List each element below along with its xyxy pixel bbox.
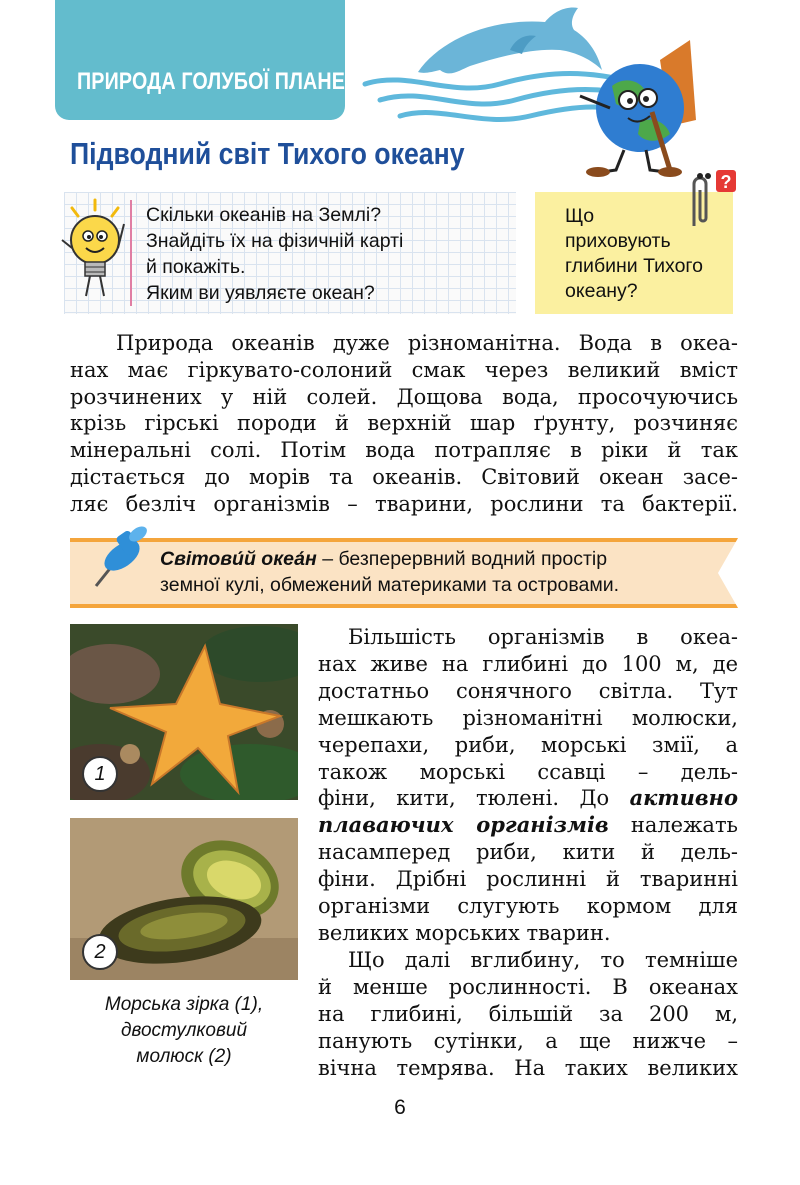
definition-text	[160, 546, 720, 598]
key-question-line: приховують	[565, 230, 671, 252]
questions-text	[146, 202, 516, 306]
body-line: панують сутінки, а ще нижче –	[318, 1028, 738, 1053]
svg-text:?: ?	[720, 172, 732, 192]
question-line: й покажіть.	[146, 256, 246, 278]
paragraph-line: дістається до морів та океанів. Світовий океан засе-	[70, 464, 738, 489]
section-title: ПРИРОДА ГОЛУБОЇ ПЛАНЕТИ	[77, 68, 372, 95]
body-line: Більшість організмів в океа-	[348, 625, 738, 649]
paragraph-line: нах має гіркувато-солоний смак через великий вміст	[70, 357, 738, 382]
key-question-line: океану?	[565, 280, 638, 302]
caption-line: Морська зірка (1),	[104, 994, 264, 1015]
body-line: на глибині, більшій за 200 м,	[318, 1001, 738, 1026]
question-line: Скільки океанів на Землі?	[146, 204, 382, 226]
paragraph-line: мінеральні солі. Потім вода потрапляє в ріки й так	[70, 438, 738, 463]
photo-caption	[70, 992, 298, 1070]
emphasis-term: активно	[629, 785, 738, 811]
section-banner	[55, 0, 372, 120]
starfish-photo	[70, 624, 298, 800]
margin-line	[130, 200, 132, 306]
body-line	[318, 785, 738, 812]
body-line: й менше рослинності. В океанах	[318, 974, 738, 999]
definition-term: Світови́й океа́н	[160, 548, 317, 570]
paperclip-question-icon	[670, 168, 740, 228]
lightbulb-icon	[60, 196, 130, 306]
body-column	[318, 624, 738, 1081]
body-line: мешкають різноманітні молюски,	[318, 705, 738, 730]
body-text: належать	[608, 813, 738, 838]
photo-number-badge: 1	[82, 756, 118, 792]
paragraph-line: крізь гірські породи й верхній шар ґрунту, розчиняє	[70, 411, 738, 436]
body-text: фіни, кити, тюлені. До	[318, 786, 630, 811]
intro-paragraph	[70, 330, 738, 518]
question-line: Яким ви уявляєте океан?	[146, 282, 375, 304]
body-line: нах живе на глибині до 100 м, де	[318, 651, 738, 676]
paragraph-line: Природа океанів дуже різноманітна. Вода в океа-	[116, 331, 738, 355]
caption-line: молюск (2)	[136, 1046, 232, 1067]
lesson-title: Підводний світ Тихого океану	[70, 136, 465, 171]
emphasis-term: плаваючих організмів	[318, 812, 609, 838]
body-line: насамперед риби, кити й дель-	[318, 840, 738, 865]
paragraph-line: розчинених у ній солей. Дощова вода, просочуючись	[70, 384, 738, 409]
body-line: Що далі вглибину, то темніше	[348, 947, 738, 972]
mussel-photo	[70, 818, 298, 980]
photo-number-badge: 2	[82, 934, 118, 970]
body-line: організми слугують кормом для	[318, 894, 738, 919]
body-line: також морські ссавці – дель-	[318, 759, 738, 784]
page-number: 6	[394, 1096, 406, 1119]
definition-text-part: – безперервний водний простір	[316, 548, 608, 570]
question-line: Знайдіть їх на фізичній карті	[146, 230, 404, 252]
paragraph-line: ляє безліч організмів – тварини, рослини та бактерії.	[70, 491, 738, 516]
key-question-line: глибини Тихого	[565, 255, 703, 277]
definition-line: земної кулі, обмежений материками та островами.	[160, 574, 620, 596]
key-question-line: Що	[565, 205, 595, 227]
body-line: вічна темрява. На таких великих	[318, 1055, 738, 1080]
body-line	[318, 812, 738, 839]
body-line: фіни. Дрібні рослинні й тваринні	[318, 867, 738, 892]
pushpin-icon	[82, 526, 152, 590]
body-line: достатньо сонячного світла. Тут	[318, 678, 738, 703]
caption-line: двостулковий	[120, 1020, 248, 1041]
dolphin-icon	[418, 8, 602, 74]
body-line: великих морських тварин.	[318, 920, 611, 945]
body-line: черепахи, риби, морські змії, а	[318, 732, 738, 757]
